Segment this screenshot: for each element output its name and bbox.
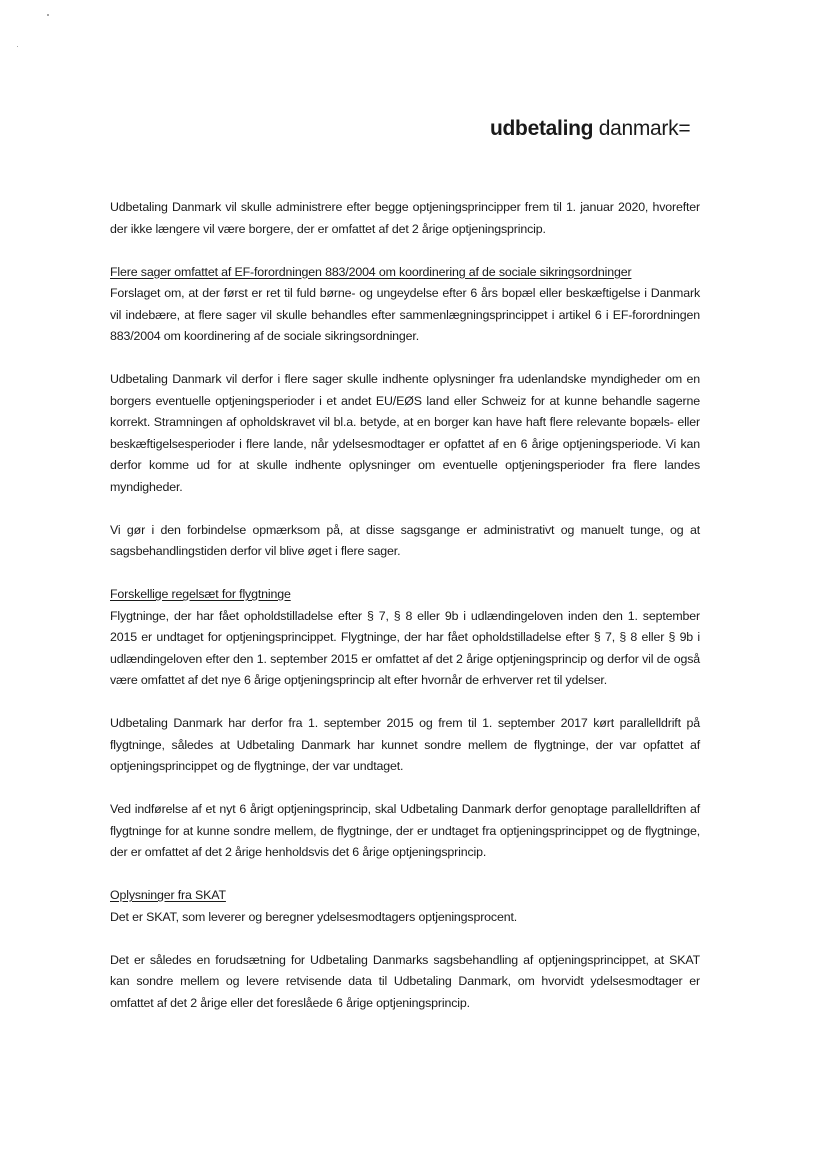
scan-speck bbox=[47, 14, 49, 16]
paragraph-flygtninge-regler: Flygtninge, der har fået opholdstilladelse efter § 7, § 8 eller 9b i udlændingeloven inden den 1. september 2015 er undtaget for optjeningsprincippet. Flygtninge, der har fået opholdstilladelse efter § 7, § 8 eller § 9b i udlændingeloven efter den 1. september 2015 er omfattet af det 2 årige optjeningsprincip og derfor vil de også være omfattet af det nye 6 årige optjeningsprincip alt efter hvornår de erhverver ret til ydelser. bbox=[110, 608, 700, 687]
document-body bbox=[110, 197, 700, 1036]
logo-mark: = bbox=[678, 117, 691, 140]
paragraph-skat-leverer: Det er SKAT, som leverer og beregner ydelsesmodtagers optjeningsprocent. bbox=[110, 909, 518, 924]
logo-word-danmark: danmark bbox=[598, 117, 679, 140]
section-heading-skat: Oplysninger fra SKAT bbox=[110, 888, 226, 902]
section-heading-ef-forordningen: Flere sager omfattet af EF-forordningen 883/2004 om koordinering af de sociale sikringsordninger bbox=[110, 264, 632, 279]
paragraph-skat-forudsaetning: Det er således en forudsætning for Udbetaling Danmarks sagsbehandling af optjeningsprincippet, at SKAT kan sondre mellem og levere retvisende data til Udbetaling Danmark, om hvorvidt ydelsesmodtager er omfattet af det 2 årige eller det foreslåede 6 årige optjeningsprincip. bbox=[110, 952, 700, 1010]
paragraph-udenlandske-myndigheder: Udbetaling Danmark vil derfor i flere sager skulle indhente oplysninger fra udenlandske myndigheder om en borgers eventuelle optjeningsperioder i et andet EU/EØS land eller Schweiz for at kunne behandle sagerne korrekt. Stramningen af opholdskravet vil bl.a. betyde, at en borger kan have haft flere relevante bopæls- eller beskæftigelsesperioder i flere lande, når ydelsesmodtager er opfattet af en 6 årige optjeningsperiode. Vi kan derfor komme ud for at skulle indhente oplysninger om eventuelle optjeningsperioder fra flere landes myndigheder. bbox=[110, 372, 700, 494]
section-heading-flygtninge: Forskellige regelsæt for flygtninge bbox=[110, 587, 291, 601]
udbetaling-danmark-logo bbox=[490, 117, 730, 141]
scan-speck bbox=[17, 46, 18, 47]
paragraph-genoptage-parallelldrift: Ved indførelse af et nyt 6 årigt optjeningsprincip, skal Udbetaling Danmark derfor genoptage parallelldriften af flygtninge for at kunne sondre mellem, de flygtninge, der er undtaget fra optjeningsprincippet og de flygtninge, der er omfattet af det 2 årige henholdsvis det 6 årige optjeningsprincip. bbox=[110, 802, 700, 859]
paragraph-sammenlaegning: Forslaget om, at der først er ret til fuld børne- og ungeydelse efter 6 års bopæl eller beskæftigelse i Danmark vil indebære, at flere sager vil skulle behandles efter sammenlægningsprincippet i artikel 6 i EF-forordningen 883/2004 om koordinering af de sociale sikringsordninger. bbox=[110, 286, 700, 343]
paragraph-intro: Udbetaling Danmark vil skulle administrere efter begge optjeningsprincipper frem til 1. januar 2020, hvorefter der ikke længere vil være borgere, der er omfattet af det 2 årige optjeningsprincip. bbox=[110, 200, 700, 236]
paragraph-parallelldrift: Udbetaling Danmark har derfor fra 1. september 2015 og frem til 1. september 2017 kørt parallelldrift på flygtninge, således at Udbetaling Danmark har kunnet sondre mellem de flygtninge, der var opfattet af optjeningsprincippet og de flygtninge, der var undtaget. bbox=[110, 716, 700, 773]
logo-word-udbetaling: udbetaling bbox=[490, 117, 594, 140]
paragraph-administrativt-tunge: Vi gør i den forbindelse opmærksom på, at disse sagsgange er administrativt og manuelt tunge, og at sagsbehandlingstiden derfor vil blive øget i flere sager. bbox=[110, 522, 700, 558]
